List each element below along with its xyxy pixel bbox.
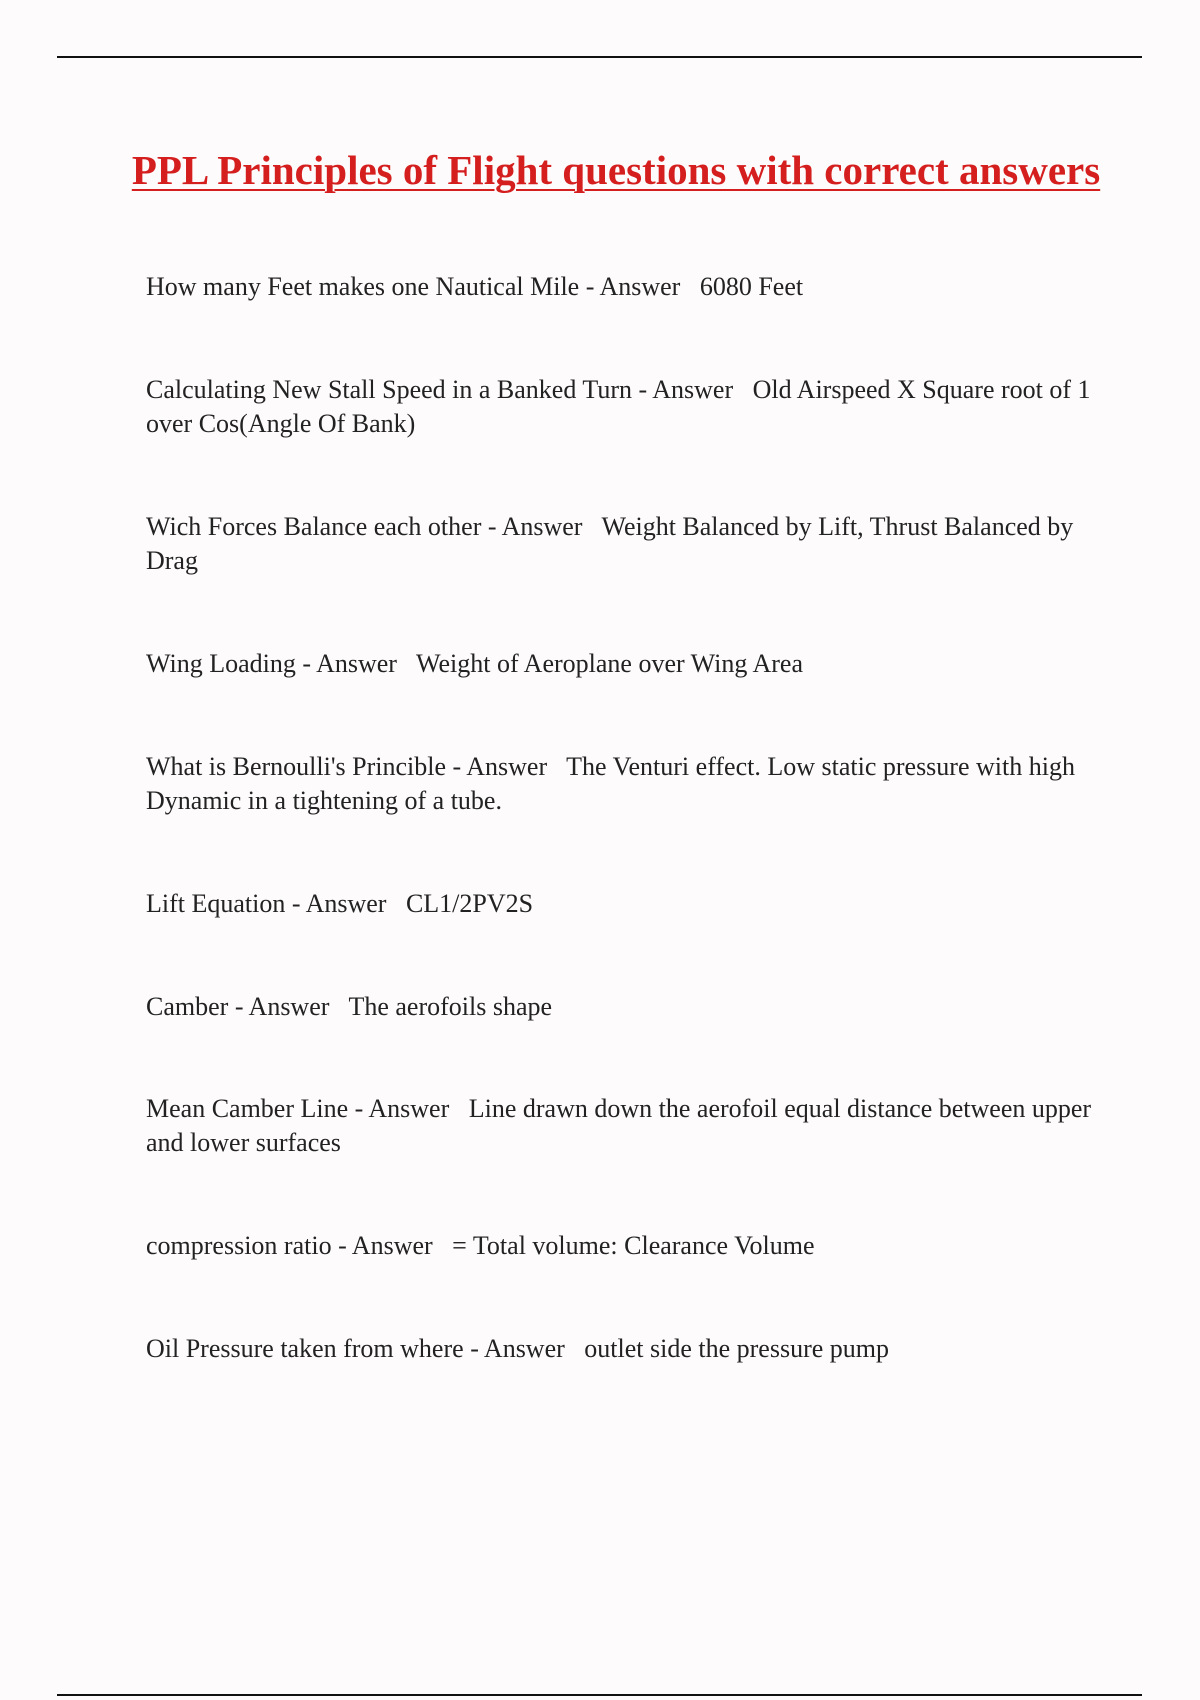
question-text: Lift Equation: [146, 889, 286, 918]
answer-text: The aerofoils shape: [348, 992, 553, 1021]
answer-separator: - Answer: [228, 992, 349, 1021]
answer-text: CL1/2PV2S: [405, 889, 534, 918]
question-text: Mean Camber Line: [146, 1094, 349, 1123]
qa-item: [146, 373, 1096, 441]
answer-separator: - Answer: [632, 375, 753, 404]
answer-text: The Venturi effect. Low static pressure with high Dynamic in a tightening of a tube.: [146, 752, 1075, 815]
question-text: What is Bernoulli's Princible: [146, 752, 447, 781]
answer-separator: - Answer: [579, 272, 700, 301]
qa-item: [146, 1092, 1096, 1160]
answer-text: = Total volume: Clearance Volume: [452, 1231, 815, 1260]
qa-item: [146, 750, 1096, 818]
qa-item: [146, 270, 1096, 304]
answer-separator: - Answer: [481, 512, 602, 541]
answer-separator: - Answer: [463, 1334, 585, 1363]
qa-item: [146, 990, 1096, 1024]
question-text: How many Feet makes one Nautical Mile: [146, 272, 580, 301]
question-text: Calculating New Stall Speed in a Banked Turn: [146, 375, 633, 404]
qa-item: [146, 510, 1096, 578]
answer-separator: - Answer: [331, 1231, 453, 1260]
question-text: Oil Pressure taken from where: [146, 1334, 464, 1363]
answer-text: Weight Balanced by Lift, Thrust Balanced by Drag: [146, 512, 1074, 575]
qa-item: [146, 1229, 1096, 1263]
answer-separator: - Answer: [446, 752, 567, 781]
qa-item: [146, 1332, 1096, 1366]
page-title: PPL Principles of Flight questions with correct answers: [131, 147, 1101, 193]
answer-text: Old Airspeed X Square root of 1 over Cos(Angle Of Bank): [146, 375, 1091, 438]
answer-text: 6080 Feet: [699, 272, 804, 301]
answer-text: outlet side the pressure pump: [584, 1334, 889, 1363]
answer-text: Line drawn down the aerofoil equal distance between upper and lower surfaces: [146, 1094, 1092, 1157]
qa-item: [146, 647, 1096, 681]
answer-separator: - Answer: [348, 1094, 469, 1123]
answer-text: Weight of Aeroplane over Wing Area: [416, 649, 803, 678]
question-text: Camber: [146, 992, 229, 1021]
bottom-rule: [57, 1694, 1142, 1696]
question-text: compression ratio: [146, 1231, 332, 1260]
answer-separator: - Answer: [285, 889, 406, 918]
question-text: Wing Loading: [146, 649, 296, 678]
answer-separator: - Answer: [295, 649, 416, 678]
question-text: Wich Forces Balance each other: [146, 512, 482, 541]
qa-item: [146, 887, 1096, 921]
top-rule: [57, 56, 1142, 58]
